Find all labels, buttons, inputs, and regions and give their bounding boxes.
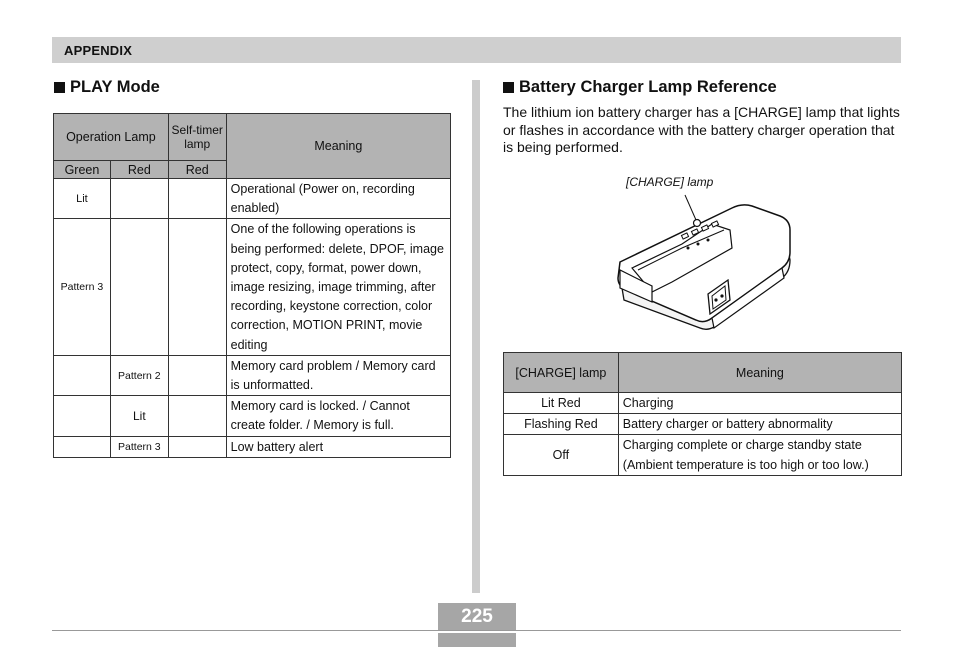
charger-title: Battery Charger Lamp Reference [519, 78, 777, 96]
table-row [504, 393, 902, 414]
cell-timer [168, 436, 226, 457]
cell-lamp: Lit Red [504, 393, 619, 414]
cell-green [54, 355, 111, 395]
cell-red: Pattern 2 [110, 355, 168, 395]
charger-lamp-table [503, 352, 902, 476]
page-number: 225 [461, 606, 493, 627]
play-mode-table [53, 113, 451, 458]
cell-meaning: Memory card problem / Memory card is unformatted. [226, 355, 450, 395]
table-row [54, 355, 451, 395]
charger-heading [503, 78, 777, 97]
play-mode-title: PLAY Mode [70, 78, 160, 96]
cell-meaning: One of the following operations is being performed: delete, DPOF, image protect, copy, format, power down, image resizing, image trimming, after recording, keystone correction, color correction, MOTION PRINT, movie editing [226, 219, 450, 355]
header-self-timer-lamp: Self-timer lamp [168, 114, 226, 161]
play-mode-heading [54, 78, 160, 97]
table-row [504, 435, 902, 475]
header-meaning: Meaning [226, 114, 450, 179]
cell-red [110, 179, 168, 219]
table-row [54, 396, 451, 436]
cell-timer [168, 219, 226, 355]
cell-meaning: Battery charger or battery abnormality [618, 414, 901, 435]
cell-timer [168, 396, 226, 436]
cell-red: Lit [110, 396, 168, 436]
cell-lamp: Flashing Red [504, 414, 619, 435]
cell-lamp: Off [504, 435, 619, 475]
header-charge-lamp: [CHARGE] lamp [504, 353, 619, 393]
cell-red: Pattern 3 [110, 436, 168, 457]
bullet-square-icon [54, 82, 65, 93]
cell-meaning: Low battery alert [226, 436, 450, 457]
table-row [504, 414, 902, 435]
header-green: Green [54, 161, 111, 179]
cell-meaning: Operational (Power on, recording enabled) [226, 179, 450, 219]
cell-timer [168, 355, 226, 395]
column-divider [472, 80, 480, 593]
table-row [54, 436, 451, 457]
cell-meaning: Charging [618, 393, 901, 414]
header-red: Red [110, 161, 168, 179]
bullet-square-icon [503, 82, 514, 93]
charge-lamp-caption: [CHARGE] lamp [626, 175, 714, 189]
cell-meaning: Charging complete or charge standby state (Ambient temperature is too high or too low.) [618, 435, 901, 475]
cell-green: Pattern 3 [54, 219, 111, 355]
battery-charger-illustration [612, 190, 797, 335]
page-number-badge [438, 603, 516, 645]
cell-red [110, 219, 168, 355]
cell-timer [168, 179, 226, 219]
table-row [54, 219, 451, 355]
table-row [54, 179, 451, 219]
section-header-bar [52, 37, 901, 63]
cell-green [54, 396, 111, 436]
cell-meaning: Memory card is locked. / Cannot create folder. / Memory is full. [226, 396, 450, 436]
header-meaning: Meaning [618, 353, 901, 393]
section-label: APPENDIX [64, 43, 133, 58]
header-timer-red: Red [168, 161, 226, 179]
charger-intro-text: The lithium ion battery charger has a [CHARGE] lamp that lights or flashes in accordance with the battery charger operation that is being performed. [503, 104, 900, 155]
cell-green [54, 436, 111, 457]
cell-green: Lit [54, 179, 111, 219]
header-operation-lamp: Operation Lamp [54, 114, 169, 161]
